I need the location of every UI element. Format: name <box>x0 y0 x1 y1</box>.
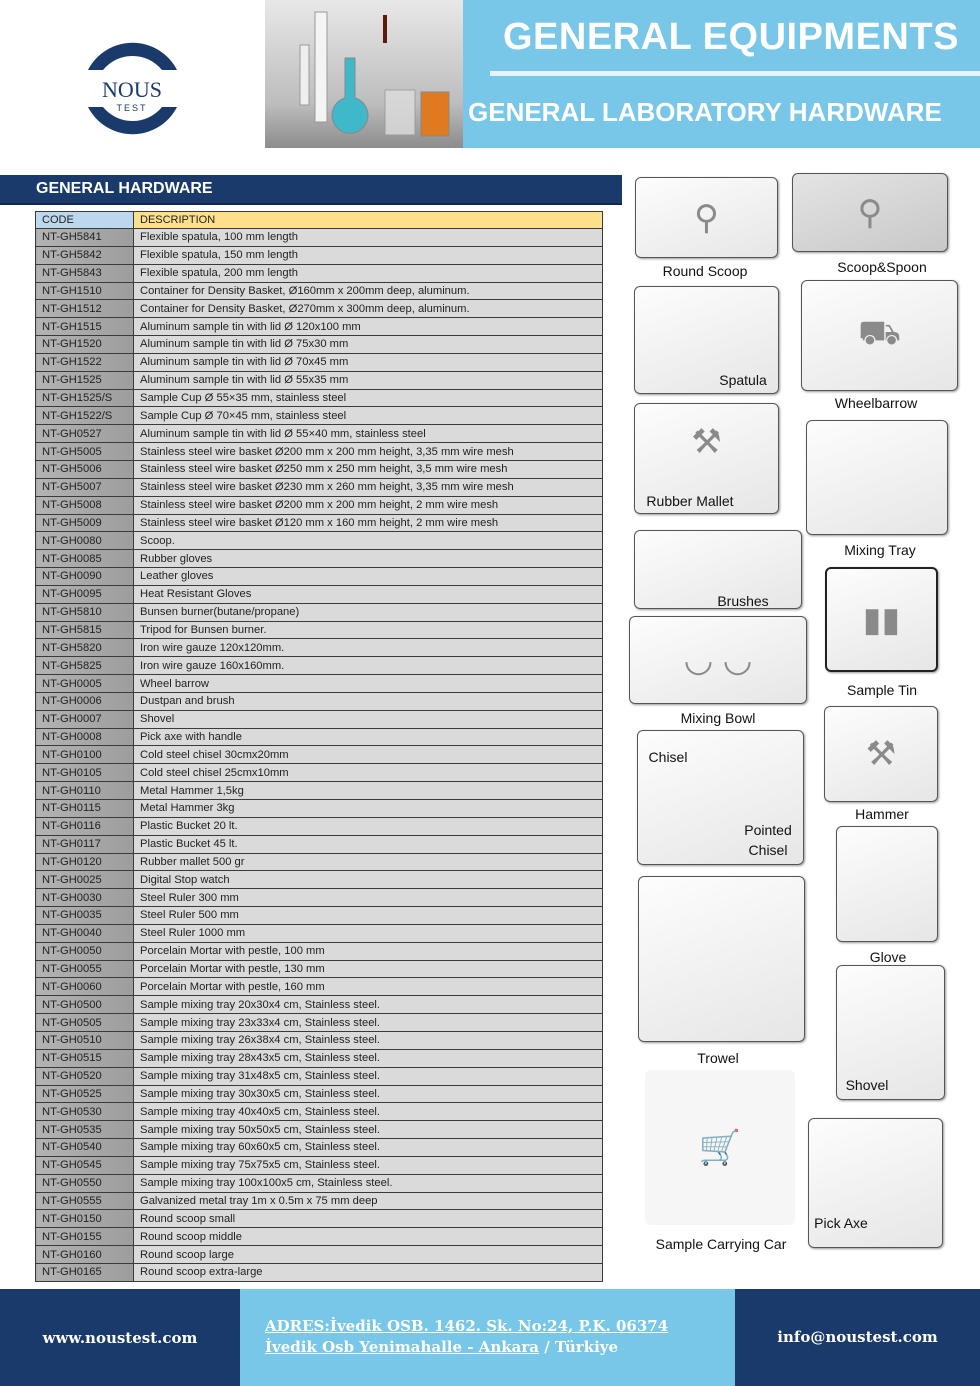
description-cell: Sample Cup Ø 70×45 mm, stainless steel <box>134 407 603 425</box>
description-cell: Rubber gloves <box>134 550 603 568</box>
table-row <box>36 1121 603 1139</box>
shovel-label: Shovel <box>845 1077 889 1093</box>
table-row <box>36 621 603 639</box>
description-cell: Aluminum sample tin with lid Ø 70x45 mm <box>134 353 603 371</box>
table-row <box>36 835 603 853</box>
hammer-label: Hammer <box>855 806 909 822</box>
code-cell: NT-GH1525 <box>36 371 134 389</box>
code-cell: NT-GH0115 <box>36 800 134 818</box>
code-header: CODE <box>36 212 134 229</box>
code-cell: NT-GH0555 <box>36 1192 134 1210</box>
round-scoop-image <box>635 177 778 258</box>
code-cell: NT-GH5008 <box>36 496 134 514</box>
description-cell: Round scoop small <box>134 1210 603 1228</box>
table-row <box>36 1174 603 1192</box>
trowel-image <box>638 876 805 1042</box>
chisel-label: Chisel <box>648 749 688 765</box>
code-cell: NT-GH5009 <box>36 514 134 532</box>
code-cell: NT-GH0040 <box>36 924 134 942</box>
table-row <box>36 1263 603 1281</box>
pointed-chisel-label-1: Pointed <box>744 822 792 838</box>
table-row <box>36 800 603 818</box>
table-row <box>36 889 603 907</box>
table-row <box>36 728 603 746</box>
address-country: / Türkiye <box>538 1338 619 1356</box>
description-cell: Round scoop extra-large <box>134 1263 603 1281</box>
description-cell: Stainless steel wire basket Ø200 mm x 200 mm height, 2 mm wire mesh <box>134 496 603 514</box>
description-cell: Aluminum sample tin with lid Ø 75x30 mm <box>134 336 603 354</box>
table-row <box>36 282 603 300</box>
code-cell: NT-GH5810 <box>36 603 134 621</box>
code-cell: NT-GH0155 <box>36 1228 134 1246</box>
description-cell: Stainless steel wire basket Ø200 mm x 200 mm height, 3,35 mm wire mesh <box>134 443 603 461</box>
table-row <box>36 460 603 478</box>
description-cell: Cold steel chisel 25cmx10mm <box>134 764 603 782</box>
code-cell: NT-GH0110 <box>36 782 134 800</box>
description-cell: Container for Density Basket, Ø160mm x 200mm deep, aluminum. <box>134 282 603 300</box>
description-cell: Sample mixing tray 40x40x5 cm, Stainless steel. <box>134 1103 603 1121</box>
description-cell: Flexible spatula, 150 mm length <box>134 246 603 264</box>
code-cell: NT-GH5842 <box>36 246 134 264</box>
table-row <box>36 1228 603 1246</box>
code-cell: NT-GH0095 <box>36 585 134 603</box>
table-row <box>36 871 603 889</box>
description-cell: Pick axe with handle <box>134 728 603 746</box>
code-cell: NT-GH5006 <box>36 460 134 478</box>
table-row <box>36 978 603 996</box>
code-cell: NT-GH1525/S <box>36 389 134 407</box>
code-cell: NT-GH1522/S <box>36 407 134 425</box>
table-row <box>36 425 603 443</box>
code-cell: NT-GH0116 <box>36 817 134 835</box>
description-cell: Porcelain Mortar with pestle, 160 mm <box>134 978 603 996</box>
wheelbarrow-label: Wheelbarrow <box>834 395 918 411</box>
code-cell: NT-GH0500 <box>36 996 134 1014</box>
code-cell: NT-GH1515 <box>36 318 134 336</box>
code-cell: NT-GH0005 <box>36 675 134 693</box>
description-cell: Flexible spatula, 100 mm length <box>134 229 603 247</box>
description-cell: Stainless steel wire basket Ø230 mm x 260 mm height, 3,35 mm wire mesh <box>134 478 603 496</box>
description-cell: Shovel <box>134 710 603 728</box>
round-scoop-label: Round Scoop <box>662 263 748 279</box>
description-cell: Rubber mallet 500 gr <box>134 853 603 871</box>
bowl-icon: ◡ ◡ <box>683 641 753 679</box>
code-cell: NT-GH0030 <box>36 889 134 907</box>
table-row <box>36 478 603 496</box>
description-cell: Porcelain Mortar with pestle, 130 mm <box>134 960 603 978</box>
brushes-label: Brushes <box>717 593 769 609</box>
table-row <box>36 532 603 550</box>
code-cell: NT-GH0505 <box>36 1014 134 1032</box>
description-cell: Plastic Bucket 20 lt. <box>134 817 603 835</box>
table-row <box>36 229 603 247</box>
table-row <box>36 407 603 425</box>
mixing-tray-image <box>806 420 948 535</box>
glove-image <box>836 826 938 942</box>
scoop-spoon-label: Scoop&Spoon <box>837 259 927 275</box>
description-header: DESCRIPTION <box>134 212 603 229</box>
table-row <box>36 443 603 461</box>
description-cell: Flexible spatula, 200 mm length <box>134 264 603 282</box>
spoon-icon: ⚲ <box>857 193 883 232</box>
sample-tin-image <box>825 567 938 672</box>
laboratory-glassware-image <box>265 0 463 148</box>
address-line1-link[interactable]: İvedik OSB. 1462. Sk. No:24, P.K. 06374 <box>329 1317 669 1335</box>
hardware-table <box>35 211 603 1282</box>
description-cell: Cold steel chisel 30cmx20mm <box>134 746 603 764</box>
table-row <box>36 782 603 800</box>
code-cell: NT-GH1512 <box>36 300 134 318</box>
description-cell: Digital Stop watch <box>134 871 603 889</box>
code-cell: NT-GH1510 <box>36 282 134 300</box>
mixing-tray-label: Mixing Tray <box>844 542 916 558</box>
code-cell: NT-GH0006 <box>36 692 134 710</box>
table-row <box>36 675 603 693</box>
code-cell: NT-GH0165 <box>36 1263 134 1281</box>
code-cell: NT-GH5007 <box>36 478 134 496</box>
code-cell: NT-GH5841 <box>36 229 134 247</box>
table-row <box>36 603 603 621</box>
section-title: GENERAL HARDWARE <box>0 175 622 205</box>
code-cell: NT-GH0008 <box>36 728 134 746</box>
description-cell: Aluminum sample tin with lid Ø 55x35 mm <box>134 371 603 389</box>
description-cell: Sample mixing tray 60x60x5 cm, Stainless steel. <box>134 1139 603 1157</box>
code-cell: NT-GH0160 <box>36 1246 134 1264</box>
glove-label: Glove <box>869 949 907 965</box>
description-cell: Metal Hammer 1,5kg <box>134 782 603 800</box>
table-row <box>36 1031 603 1049</box>
scoop-icon: ⚲ <box>694 198 719 237</box>
code-cell: NT-GH5815 <box>36 621 134 639</box>
table-row <box>36 1014 603 1032</box>
sample-carrying-car-label: Sample Carrying Car <box>655 1236 787 1252</box>
mixing-bowl-image <box>629 616 807 704</box>
description-cell: Steel Ruler 500 mm <box>134 907 603 925</box>
table-row <box>36 692 603 710</box>
table-row <box>36 960 603 978</box>
header-banner <box>463 0 980 148</box>
code-cell: NT-GH5825 <box>36 657 134 675</box>
description-cell: Leather gloves <box>134 568 603 586</box>
address <box>240 1289 735 1386</box>
table-row <box>36 336 603 354</box>
table-row <box>36 496 603 514</box>
table-row <box>36 1246 603 1264</box>
table-row <box>36 371 603 389</box>
trowel-label: Trowel <box>697 1050 739 1066</box>
description-cell: Aluminum sample tin with lid Ø 120x100 mm <box>134 318 603 336</box>
table-row <box>36 657 603 675</box>
hammer-image <box>824 706 938 802</box>
description-cell: Sample mixing tray 20x30x4 cm, Stainless steel. <box>134 996 603 1014</box>
code-cell: NT-GH0007 <box>36 710 134 728</box>
code-cell: NT-GH5820 <box>36 639 134 657</box>
table-row <box>36 568 603 586</box>
description-cell: Metal Hammer 3kg <box>134 800 603 818</box>
description-cell: Sample mixing tray 28x43x5 cm, Stainless steel. <box>134 1049 603 1067</box>
tin-icon: ▮▮ <box>862 600 901 639</box>
code-cell: NT-GH0550 <box>36 1174 134 1192</box>
svg-text:NOUS: NOUS <box>102 77 162 102</box>
description-cell: Dustpan and brush <box>134 692 603 710</box>
description-cell: Sample mixing tray 100x100x5 cm, Stainless steel. <box>134 1174 603 1192</box>
code-cell: NT-GH0545 <box>36 1156 134 1174</box>
description-cell: Container for Density Basket, Ø270mm x 300mm deep, aluminum. <box>134 300 603 318</box>
table-row <box>36 1067 603 1085</box>
code-cell: NT-GH0055 <box>36 960 134 978</box>
pointed-chisel-label-2: Chisel <box>748 842 788 858</box>
wheelbarrow-icon: ⛟ <box>858 313 901 352</box>
description-cell: Sample mixing tray 31x48x5 cm, Stainless steel. <box>134 1067 603 1085</box>
table-row <box>36 353 603 371</box>
table-row <box>36 1103 603 1121</box>
code-cell: NT-GH0535 <box>36 1121 134 1139</box>
table-row <box>36 1049 603 1067</box>
description-cell: Sample Cup Ø 55×35 mm, stainless steel <box>134 389 603 407</box>
description-cell: Heat Resistant Gloves <box>134 585 603 603</box>
description-cell: Sample mixing tray 75x75x5 cm, Stainless steel. <box>134 1156 603 1174</box>
description-cell: Iron wire gauze 160x160mm. <box>134 657 603 675</box>
table-row <box>36 746 603 764</box>
code-cell: NT-GH1520 <box>36 336 134 354</box>
mallet-icon: ⚒ <box>691 423 722 462</box>
nous-test-logo <box>70 25 195 150</box>
description-cell: Round scoop large <box>134 1246 603 1264</box>
sample-tin-label: Sample Tin <box>846 682 918 698</box>
description-cell: Aluminum sample tin with lid Ø 55×40 mm, stainless steel <box>134 425 603 443</box>
code-cell: NT-GH0520 <box>36 1067 134 1085</box>
description-cell: Stainless steel wire basket Ø250 mm x 250 mm height, 3,5 mm wire mesh <box>134 460 603 478</box>
sample-carrying-car-image <box>645 1070 795 1225</box>
code-cell: NT-GH0510 <box>36 1031 134 1049</box>
email-link[interactable]: info@noustest.com <box>735 1289 980 1386</box>
code-cell: NT-GH0120 <box>36 853 134 871</box>
table-row <box>36 1085 603 1103</box>
description-cell: Steel Ruler 1000 mm <box>134 924 603 942</box>
description-cell: Wheel barrow <box>134 675 603 693</box>
code-cell: NT-GH0080 <box>36 532 134 550</box>
header-divider <box>490 71 980 76</box>
table-row <box>36 318 603 336</box>
table-row <box>36 550 603 568</box>
table-row <box>36 817 603 835</box>
code-cell: NT-GH0025 <box>36 871 134 889</box>
description-cell: Porcelain Mortar with pestle, 100 mm <box>134 942 603 960</box>
code-cell: NT-GH0060 <box>36 978 134 996</box>
code-cell: NT-GH0117 <box>36 835 134 853</box>
table-row <box>36 514 603 532</box>
scoop-spoon-image <box>792 173 948 252</box>
code-cell: NT-GH0090 <box>36 568 134 586</box>
table-row <box>36 1139 603 1157</box>
code-cell: NT-GH0150 <box>36 1210 134 1228</box>
svg-text:TEST: TEST <box>116 103 148 113</box>
description-cell: Stainless steel wire basket Ø120 mm x 160 mm height, 2 mm wire mesh <box>134 514 603 532</box>
header-title: GENERAL EQUIPMENTS <box>503 16 959 58</box>
table-row <box>36 907 603 925</box>
table-row <box>36 942 603 960</box>
code-cell: NT-GH0105 <box>36 764 134 782</box>
address-prefix: ADRES: <box>265 1317 330 1335</box>
code-cell: NT-GH5843 <box>36 264 134 282</box>
table-row <box>36 1210 603 1228</box>
code-cell: NT-GH0035 <box>36 907 134 925</box>
header-subtitle: GENERAL LABORATORY HARDWARE <box>468 97 942 127</box>
table-row <box>36 924 603 942</box>
table-row <box>36 389 603 407</box>
table-row <box>36 639 603 657</box>
code-cell: NT-GH0540 <box>36 1139 134 1157</box>
description-cell: Iron wire gauze 120x120mm. <box>134 639 603 657</box>
cart-icon: 🛒 <box>698 1128 742 1167</box>
code-cell: NT-GH0100 <box>36 746 134 764</box>
description-cell: Round scoop middle <box>134 1228 603 1246</box>
code-cell: NT-GH0530 <box>36 1103 134 1121</box>
description-cell: Sample mixing tray 50x50x5 cm, Stainless steel. <box>134 1121 603 1139</box>
code-cell: NT-GH0525 <box>36 1085 134 1103</box>
description-cell: Steel Ruler 300 mm <box>134 889 603 907</box>
table-row <box>36 764 603 782</box>
rubber-mallet-label: Rubber Mallet <box>646 493 734 509</box>
description-cell: Sample mixing tray 26x38x4 cm, Stainless steel. <box>134 1031 603 1049</box>
website-link[interactable]: www.noustest.com <box>0 1289 240 1386</box>
description-cell: Sample mixing tray 23x33x4 cm, Stainless steel. <box>134 1014 603 1032</box>
table-row <box>36 246 603 264</box>
table-header-row <box>36 212 603 229</box>
table-row <box>36 1192 603 1210</box>
description-cell: Bunsen burner(butane/propane) <box>134 603 603 621</box>
description-cell: Scoop. <box>134 532 603 550</box>
table-row <box>36 300 603 318</box>
table-row <box>36 585 603 603</box>
description-cell: Sample mixing tray 30x30x5 cm, Stainless steel. <box>134 1085 603 1103</box>
table-row <box>36 1156 603 1174</box>
mixing-bowl-label: Mixing Bowl <box>680 710 756 726</box>
table-row <box>36 853 603 871</box>
table-row <box>36 996 603 1014</box>
pick-axe-label: Pick Axe <box>814 1215 868 1231</box>
wheelbarrow-image <box>801 280 958 391</box>
code-cell: NT-GH0527 <box>36 425 134 443</box>
code-cell: NT-GH0515 <box>36 1049 134 1067</box>
code-cell: NT-GH0050 <box>36 942 134 960</box>
description-cell: Galvanized metal tray 1m x 0.5m x 75 mm deep <box>134 1192 603 1210</box>
description-cell: Tripod for Bunsen burner. <box>134 621 603 639</box>
spatula-label: Spatula <box>719 372 767 388</box>
table-row <box>36 264 603 282</box>
description-cell: Plastic Bucket 45 lt. <box>134 835 603 853</box>
footer <box>0 1289 980 1386</box>
code-cell: NT-GH1522 <box>36 353 134 371</box>
code-cell: NT-GH0085 <box>36 550 134 568</box>
table-row <box>36 710 603 728</box>
code-cell: NT-GH5005 <box>36 443 134 461</box>
address-line2-link[interactable]: İvedik Osb Yenimahalle - Ankara <box>265 1338 539 1356</box>
hammer-icon: ⚒ <box>865 735 897 773</box>
